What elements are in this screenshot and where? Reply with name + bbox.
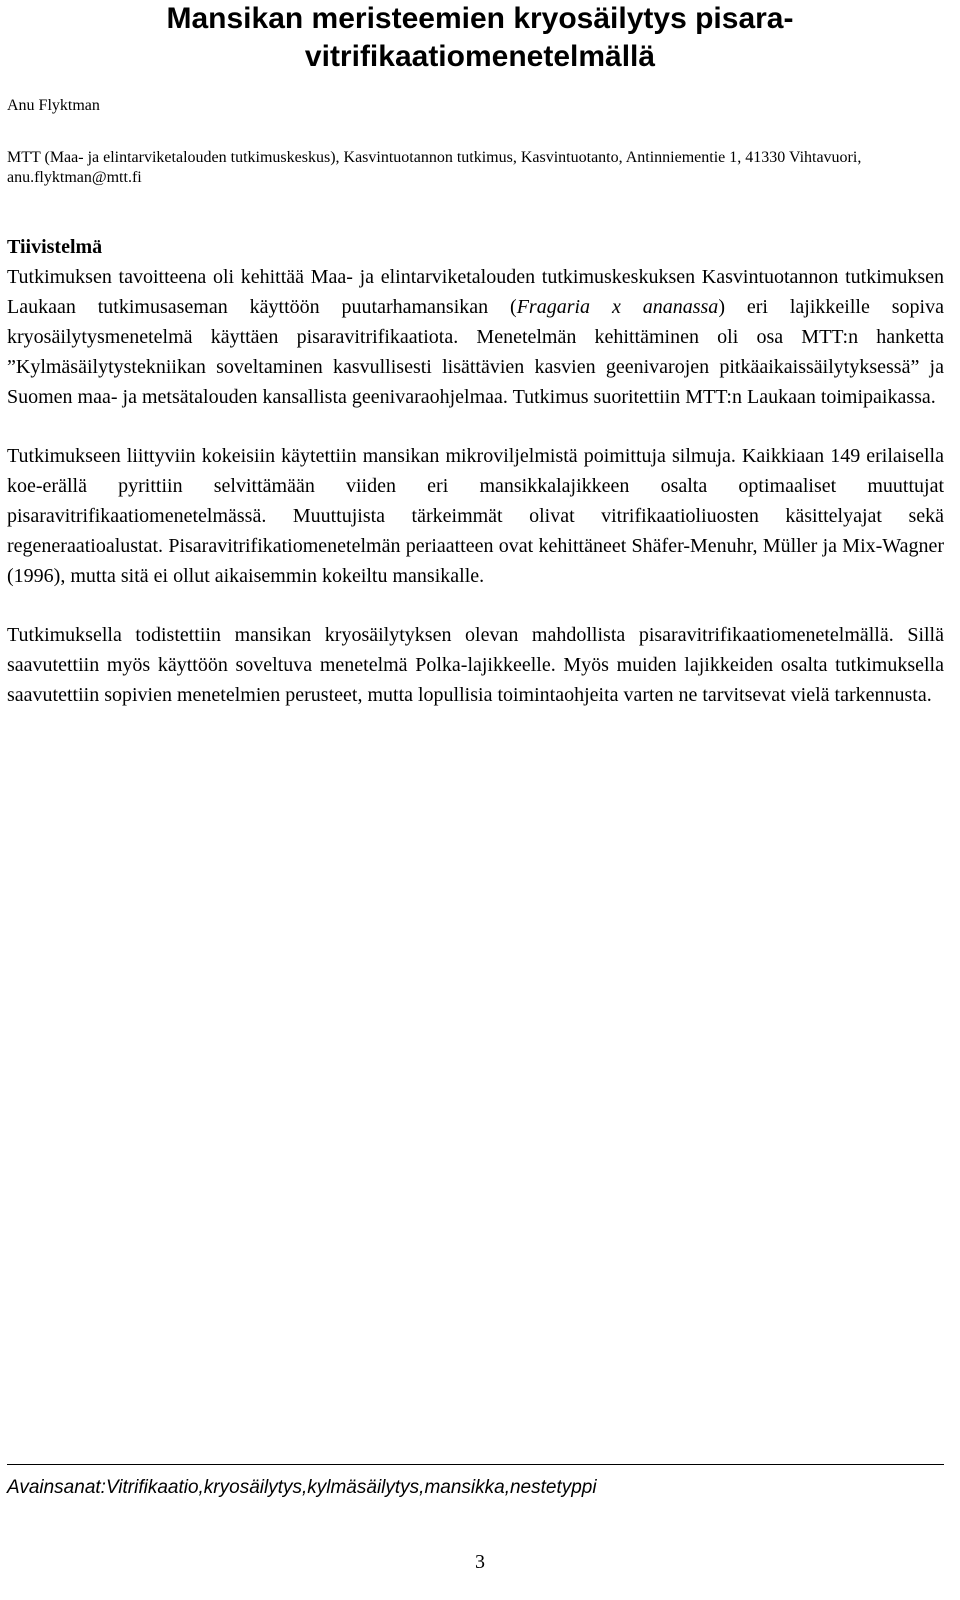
abstract-paragraph-3: Tutkimuksella todistettiin mansikan kryosäilytyksen olevan mahdollista pisaravitrifikaatiomenetelmällä. Sillä saavutettiin myös käyttöön soveltuva menetelmä Polka-lajikkeelle. Myös muiden lajikkeiden osalta tutkimuksella saavutettiin sopivien menetelmien perusteet, mutta lopullisia toimintaohjeita varten ne tarvitsevat vielä tarkennusta. bbox=[7, 624, 944, 706]
abstract-section bbox=[7, 232, 944, 710]
abstract-p1-text-b: ) eri lajikkeille sopiva kryosäilytysmenetelmä käyttäen pisaravitrifikaatiota. Menetelmän kehittäminen oli osa MTT:n hanketta ”Kylmäsäilytystekniikan soveltaminen kasvullisesti lisättävien kasvien geenivarojen pitkäaikaissäilytyksessä” ja Suomen maa- ja metsätalouden kansallista geenivaraohjelmaa. Tutkimus suoritettiin MTT:n Laukaan toimipaikassa. bbox=[7, 296, 944, 408]
author-name: Anu Flyktman bbox=[7, 97, 100, 114]
keywords-line: Avainsanat:Vitrifikaatio,kryosäilytys,kylmäsäilytys,mansikka,nestetyppi bbox=[7, 1477, 597, 1498]
page-title bbox=[0, 0, 960, 76]
title-line-2: vitrifikaatiomenetelmällä bbox=[304, 40, 656, 73]
title-line-1: Mansikan meristeemien kryosäilytys pisara- bbox=[166, 2, 794, 35]
abstract-p1-text-a: Tutkimuksen tavoitteena oli kehittää Maa- ja elintarviketalouden tutkimuskeskuksen Kasvintuotannon tutkimuksen Laukaan tutkimusaseman käyttöön puutarhamansikan ( bbox=[7, 266, 944, 318]
abstract-paragraph-2: Tutkimukseen liittyviin kokeisiin käytettiin mansikan mikroviljelmistä poimittuja silmuja. Kaikkiaan 149 erilaisella koe-erällä pyrittiin selvittämään viiden eri mansikkalajikkeen osalta optimaaliset muuttujat pisaravitrifikaatiomenetelmässä. Muuttujista tärkeimmät olivat vitrifikaatioliuosten käsittelyajat sekä regeneraatioalustat. Pisaravitrifikatiomenetelmän periaatteen ovat kehittäneet Shäfer-Menuhr, Müller ja Mix-Wagner (1996), mutta sitä ei ollut aikaisemmin kokeiltu mansikalle. bbox=[7, 445, 944, 587]
author-affiliation: MTT (Maa- ja elintarviketalouden tutkimuskeskus), Kasvintuotannon tutkimus, Kasvintuotanto, Antinniementie 1, 41330 Vihtavuori, anu.flyktman@mtt.fi bbox=[7, 149, 862, 186]
abstract-heading: Tiivistelmä bbox=[7, 236, 103, 258]
abstract-paragraph-1 bbox=[7, 262, 944, 412]
species-name: Fragaria x ananassa bbox=[516, 296, 719, 318]
page-number: 3 bbox=[475, 1551, 485, 1573]
footer-divider bbox=[7, 1464, 944, 1465]
